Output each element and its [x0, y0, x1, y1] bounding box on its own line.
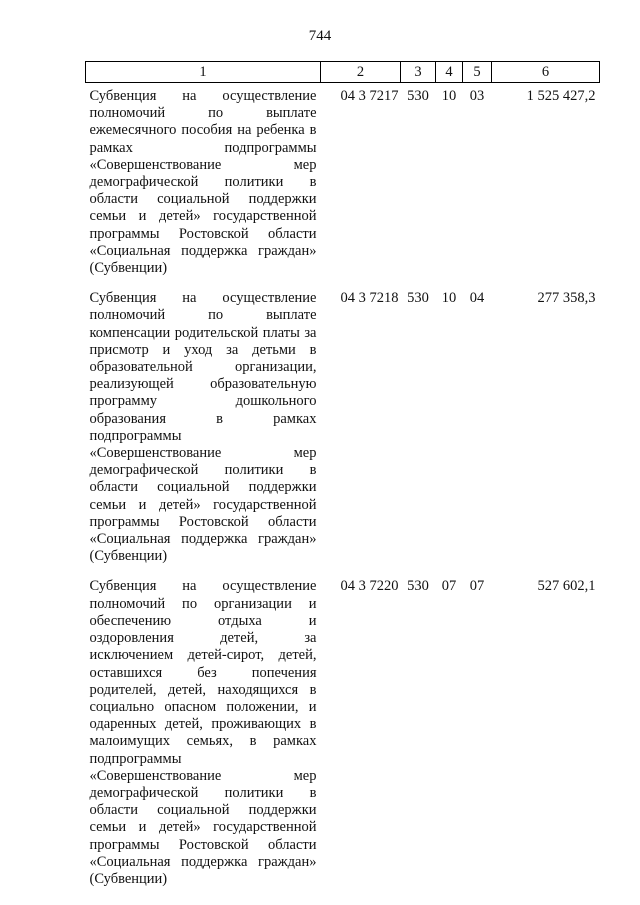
row-section: 10 — [441, 88, 457, 104]
row-target-code: 04 3 7217 — [340, 88, 399, 104]
row-subsection: 03 — [469, 88, 485, 104]
header-row — [86, 62, 600, 83]
row-amount: 527 602,1 — [537, 578, 596, 595]
column-header-2: 2 — [321, 62, 401, 83]
table-row — [86, 83, 600, 286]
row-description: Субвенция на осуществление полномочий по выплате ежемесячного пособия на ребенка в рамках подпрограммы «Совершенствование мер демографической политики в области социальной поддержки семьи и детей» государственной программы Ростовской области «Социальная поддержка граждан» (Субвенции) — [89, 88, 317, 277]
row-expense-type: 530 — [407, 578, 429, 595]
row-expense-type: 530 — [407, 290, 429, 307]
column-header-3: 3 — [401, 62, 436, 83]
budget-table — [85, 61, 600, 896]
row-subsection: 07 — [469, 578, 485, 595]
row-target-code: 04 3 7220 — [340, 578, 399, 595]
column-header-6: 6 — [492, 62, 600, 83]
row-target-code: 04 3 7218 — [340, 290, 399, 307]
column-header-5: 5 — [463, 62, 492, 83]
row-section: 10 — [441, 290, 457, 307]
row-section: 07 — [441, 578, 457, 595]
row-expense-type: 530 — [407, 88, 429, 104]
row-description: Субвенция на осуществление полномочий по выплате компенсации родительской платы за присмотр и уход за детьми в образовательной организации, реализующей образовательную программу дошкольного образования в рамках подпрограммы «Совершенствование мер демографической политики в области социальной поддержки семьи и детей» государственной программы Ростовской области «Социальная поддержка граждан» (Субвенции) — [89, 290, 317, 565]
column-header-4: 4 — [436, 62, 463, 83]
row-description: Субвенция на осуществление полномочий по организации и обеспечению отдыха и оздоровления детей, за исключением детей-сирот, детей, оставшихся без попечения родителей, детей, находящихся в социально опасном положении, и одаренных детей, проживающих в малоимущих семьях, в рамках подпрограммы «Совершенствование мер демографической политики в области социальной поддержки семьи и детей» государственной программы Ростовской области «Социальная поддержка граждан» (Субвенции) — [89, 578, 317, 887]
page-number: 744 — [308, 28, 332, 44]
row-subsection: 04 — [469, 290, 485, 307]
row-amount: 1 525 427,2 — [526, 88, 596, 104]
table-row — [86, 285, 600, 573]
table-row — [86, 573, 600, 896]
row-amount: 277 358,3 — [537, 290, 596, 307]
column-header-1: 1 — [86, 62, 321, 83]
